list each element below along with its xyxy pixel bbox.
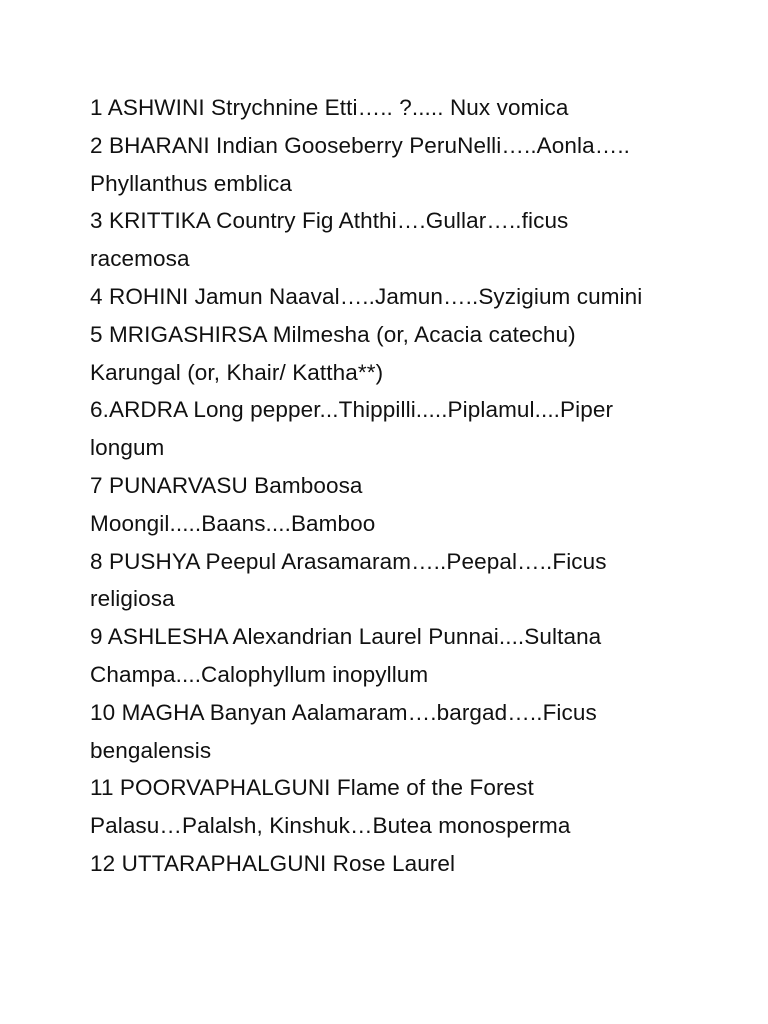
- text-line: 2 BHARANI Indian Gooseberry PeruNelli…..Aonla…..: [90, 132, 631, 158]
- text-line: racemosa: [90, 246, 190, 272]
- text-line: religiosa: [90, 586, 175, 612]
- text-line: 10 MAGHA Banyan Aalamaram….bargad…..Ficus: [90, 699, 597, 725]
- text-line: Moongil.....Baans....Bamboo: [90, 510, 376, 536]
- text-line: Phyllanthus emblica: [90, 170, 293, 196]
- text-line: 12 UTTARAPHALGUNI Rose Laurel: [90, 850, 456, 876]
- text-line: 4 ROHINI Jamun Naaval…..Jamun…..Syzigium cumini: [90, 283, 643, 309]
- text-line: Karungal (or, Khair/ Kattha**): [90, 359, 384, 385]
- text-line: Palasu…Palalsh, Kinshuk…Butea monosperma: [90, 813, 571, 839]
- nakshatra-tree-list: [90, 89, 750, 883]
- text-line: Champa....Calophyllum inopyllum: [90, 661, 429, 687]
- text-line: 3 KRITTIKA Country Fig Aththi….Gullar…..ficus: [90, 208, 569, 234]
- text-line: 7 PUNARVASU Bamboosa: [90, 472, 363, 498]
- text-line: 6.ARDRA Long pepper...Thippilli.....Piplamul....Piper: [90, 397, 614, 423]
- text-line: 11 POORVAPHALGUNI Flame of the Forest: [90, 775, 534, 801]
- text-line: 1 ASHWINI Strychnine Etti….. ?..... Nux vomica: [90, 95, 569, 120]
- text-line: longum: [90, 435, 165, 461]
- text-line: 5 MRIGASHIRSA Milmesha (or, Acacia catechu): [90, 321, 576, 347]
- text-line: 8 PUSHYA Peepul Arasamaram…..Peepal…..Ficus: [90, 548, 607, 574]
- text-line: bengalensis: [90, 737, 212, 763]
- text-line: 9 ASHLESHA Alexandrian Laurel Punnai....Sultana: [90, 624, 602, 650]
